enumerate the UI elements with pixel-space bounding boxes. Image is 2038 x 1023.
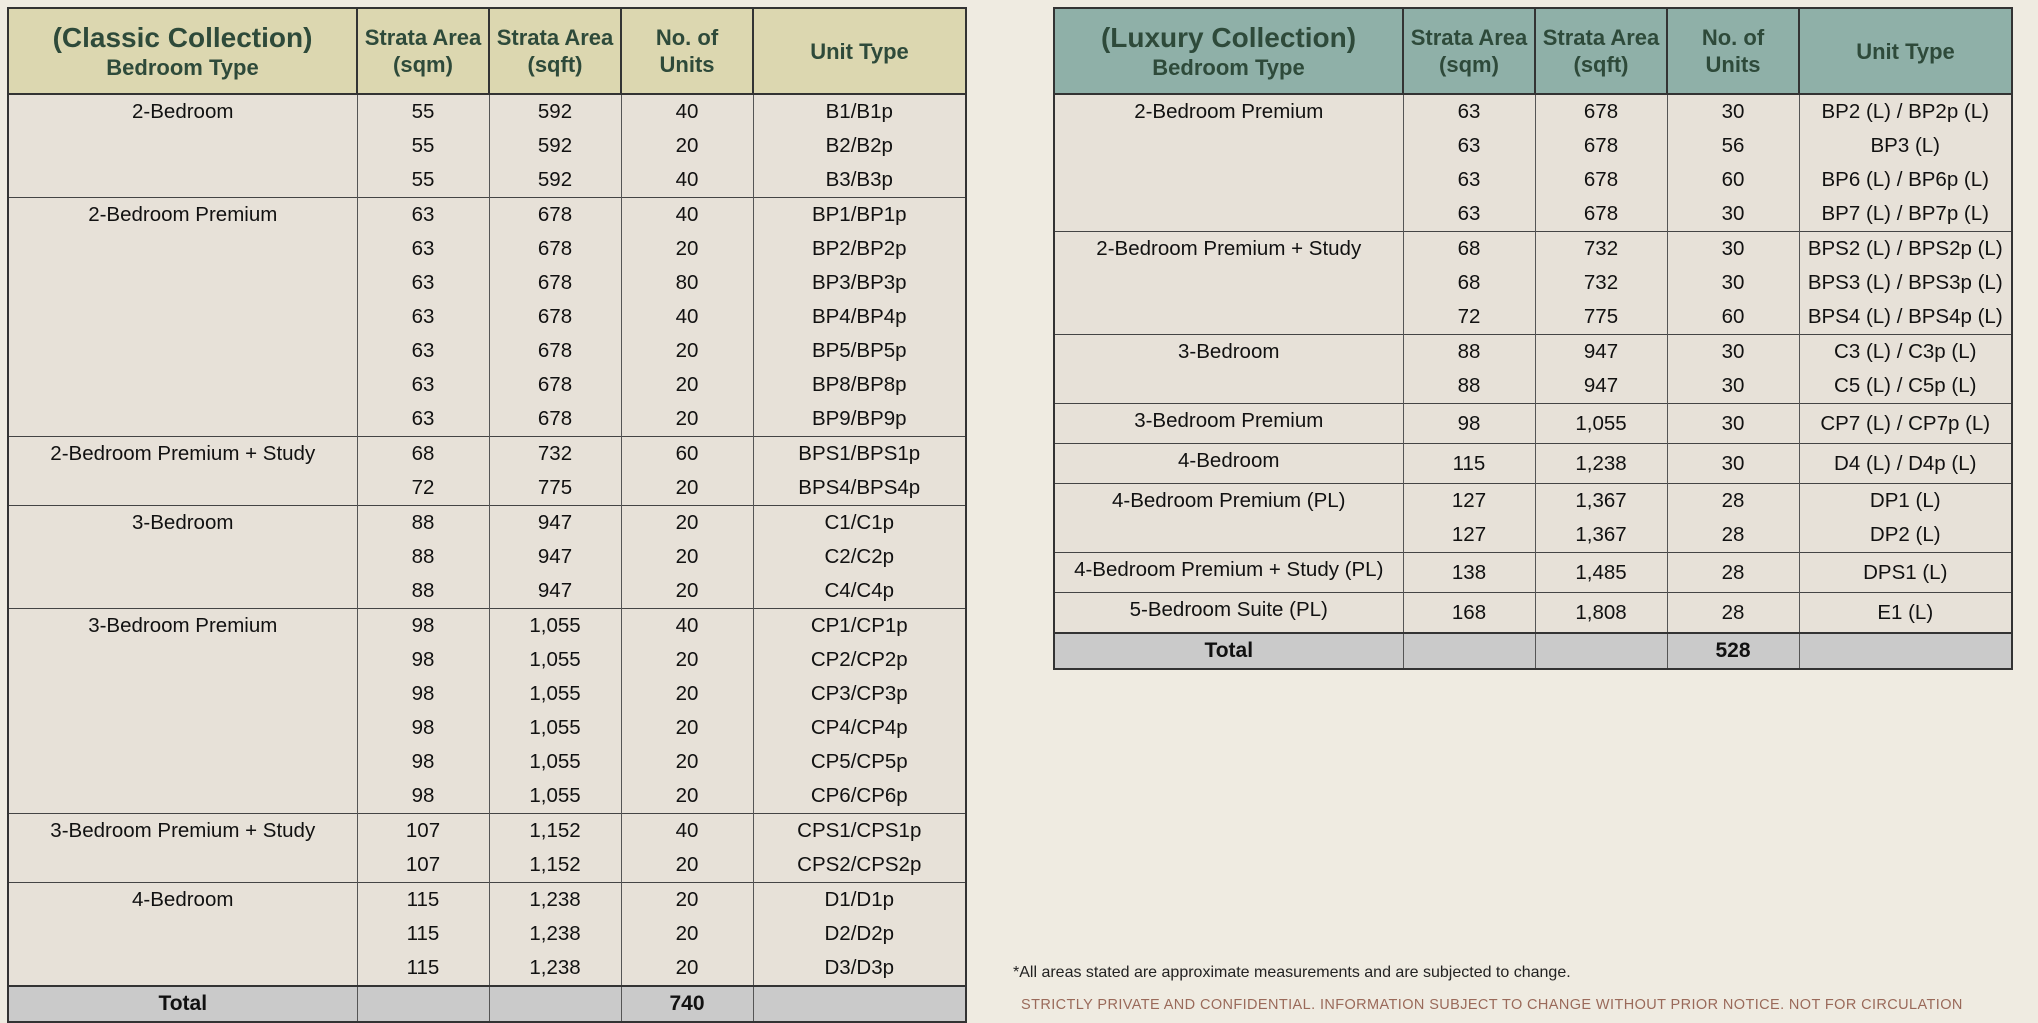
strata-sqft-cell: 1,238 [489,883,621,918]
units-cell: 40 [621,609,753,644]
table-row [8,883,966,918]
units-header [621,8,753,94]
units-cell: 20 [621,506,753,541]
strata-sqft-cell: 678 [489,266,621,300]
total-row [1054,633,2012,669]
unit-type-cell: BPS4 (L) / BPS4p (L) [1799,300,2012,335]
strata-sqm-cell: 107 [357,814,489,849]
strata-sqft-cell: 592 [489,129,621,163]
table-row [8,506,966,541]
classic-table-body [8,94,966,1022]
collection-title: (Classic Collection) [52,22,313,53]
header-line: Strata Area [496,25,614,50]
strata-sqft-cell: 947 [1535,335,1667,370]
units-cell: 20 [621,368,753,402]
strata-sqft-header [489,8,621,94]
units-cell: 28 [1667,593,1799,634]
units-cell: 28 [1667,484,1799,519]
strata-sqft-cell: 678 [1535,163,1667,197]
units-cell: 40 [621,94,753,129]
bedroom-type-cell: 4-Bedroom [8,883,357,987]
strata-sqm-cell: 98 [357,745,489,779]
table-row [1054,404,2012,444]
bedroom-type-label: Bedroom Type [1152,55,1305,80]
bedroom-type-cell: 4-Bedroom [1054,444,1403,484]
strata-sqft-cell: 678 [1535,197,1667,232]
luxury-table-body [1054,94,2012,669]
unit-type-cell: C4/C4p [753,574,966,609]
table-row [1054,232,2012,267]
strata-sqm-cell: 68 [1403,232,1535,267]
units-cell: 60 [621,437,753,472]
strata-sqm-cell: 98 [357,609,489,644]
table-row [8,609,966,644]
units-cell: 30 [1667,369,1799,404]
total-empty-cell [1799,633,2012,669]
strata-sqm-cell: 88 [357,540,489,574]
strata-sqm-header [1403,8,1535,94]
unit-type-cell: BPS2 (L) / BPS2p (L) [1799,232,2012,267]
strata-sqft-cell: 678 [489,198,621,233]
units-cell: 20 [621,883,753,918]
strata-sqm-cell: 88 [1403,369,1535,404]
strata-sqm-cell: 168 [1403,593,1535,634]
table-row [1054,335,2012,370]
strata-sqft-cell: 1,055 [489,711,621,745]
units-cell: 40 [621,163,753,198]
unit-type-cell: BPS1/BPS1p [753,437,966,472]
strata-sqm-cell: 88 [357,574,489,609]
unit-type-cell: CP1/CP1p [753,609,966,644]
units-cell: 80 [621,266,753,300]
units-cell: 40 [621,198,753,233]
bedroom-type-header [8,8,357,94]
strata-sqft-cell: 1,055 [489,745,621,779]
strata-sqm-cell: 63 [1403,163,1535,197]
unit-type-cell: CPS1/CPS1p [753,814,966,849]
unit-type-cell: CP3/CP3p [753,677,966,711]
strata-sqm-cell: 72 [1403,300,1535,335]
unit-type-cell: BP2/BP2p [753,232,966,266]
units-cell: 20 [621,129,753,163]
unit-type-cell: BP7 (L) / BP7p (L) [1799,197,2012,232]
strata-sqm-cell: 88 [357,506,489,541]
bedroom-type-cell: 3-Bedroom Premium + Study [8,814,357,883]
unit-type-cell: BP4/BP4p [753,300,966,334]
unit-type-cell: BP5/BP5p [753,334,966,368]
strata-sqft-cell: 1,238 [489,951,621,986]
total-label: Total [8,986,357,1022]
unit-type-header: Unit Type [1799,8,2012,94]
units-cell: 20 [621,711,753,745]
unit-type-cell: D4 (L) / D4p (L) [1799,444,2012,484]
header-line: Strata Area [364,25,482,50]
units-cell: 20 [621,232,753,266]
units-cell: 20 [621,334,753,368]
bedroom-type-cell: 2-Bedroom Premium + Study [1054,232,1403,335]
unit-type-cell: C1/C1p [753,506,966,541]
unit-type-cell: BPS4/BPS4p [753,471,966,506]
unit-type-cell: DP2 (L) [1799,518,2012,553]
strata-sqm-cell: 98 [357,711,489,745]
unit-type-cell: B1/B1p [753,94,966,129]
total-units: 528 [1667,633,1799,669]
table-row [1054,593,2012,634]
unit-type-cell: C5 (L) / C5p (L) [1799,369,2012,404]
header-line: (sqm) [1439,52,1499,77]
unit-type-cell: B3/B3p [753,163,966,198]
footnote: *All areas stated are approximate measurements and are subjected to change. [1013,964,1571,981]
strata-sqft-cell: 1,152 [489,814,621,849]
units-cell: 20 [621,540,753,574]
strata-sqft-cell: 1,238 [1535,444,1667,484]
header-line: No. of [1701,25,1765,50]
unit-type-cell: DPS1 (L) [1799,553,2012,593]
unit-type-cell: BP3 (L) [1799,129,2012,163]
strata-sqft-cell: 592 [489,94,621,129]
header-line: Strata Area [1542,25,1660,50]
unit-type-cell: CP4/CP4p [753,711,966,745]
units-cell: 20 [621,848,753,883]
strata-sqft-cell: 947 [1535,369,1667,404]
confidential-notice: STRICTLY PRIVATE AND CONFIDENTIAL. INFORMATION SUBJECT TO CHANGE WITHOUT PRIOR NOTICE. NOT FOR CIRCULATION [1021,997,1963,1013]
total-empty-cell [1403,633,1535,669]
total-label: Total [1054,633,1403,669]
units-cell: 20 [621,677,753,711]
bedroom-type-cell: 5-Bedroom Suite (PL) [1054,593,1403,634]
units-cell: 20 [621,745,753,779]
units-cell: 30 [1667,94,1799,129]
unit-type-cell: BP6 (L) / BP6p (L) [1799,163,2012,197]
bedroom-type-header [1054,8,1403,94]
bedroom-type-cell: 2-Bedroom Premium [8,198,357,437]
bedroom-type-cell: 4-Bedroom Premium + Study (PL) [1054,553,1403,593]
header-line: Units [1705,52,1761,77]
units-cell: 40 [621,814,753,849]
unit-type-cell: BP2 (L) / BP2p (L) [1799,94,2012,129]
strata-sqm-cell: 127 [1403,484,1535,519]
bedroom-type-cell: 3-Bedroom Premium [1054,404,1403,444]
table-row [1054,444,2012,484]
bedroom-type-cell: 3-Bedroom [8,506,357,609]
strata-sqm-cell: 63 [1403,197,1535,232]
strata-sqm-cell: 72 [357,471,489,506]
units-cell: 20 [621,917,753,951]
unit-type-cell: D1/D1p [753,883,966,918]
unit-type-cell: BP3/BP3p [753,266,966,300]
header-line: (sqft) [1573,52,1629,77]
strata-sqft-cell: 775 [1535,300,1667,335]
unit-type-cell: BP1/BP1p [753,198,966,233]
table-row [1054,94,2012,129]
table-row [8,437,966,472]
units-cell: 60 [1667,300,1799,335]
strata-sqft-cell: 1,367 [1535,518,1667,553]
strata-sqft-cell: 1,055 [489,609,621,644]
unit-type-cell: CPS2/CPS2p [753,848,966,883]
bedroom-type-cell: 2-Bedroom Premium [1054,94,1403,232]
bedroom-type-cell: 3-Bedroom [1054,335,1403,404]
strata-sqm-cell: 115 [1403,444,1535,484]
unit-type-cell: CP5/CP5p [753,745,966,779]
table-header-row [1054,8,2012,94]
table-row [1054,553,2012,593]
strata-sqft-cell: 732 [489,437,621,472]
header-line: (sqft) [527,52,583,77]
classic-collection-table [7,7,967,1023]
units-cell: 20 [621,779,753,814]
units-cell: 56 [1667,129,1799,163]
bedroom-type-label: Bedroom Type [106,55,259,80]
unit-type-cell: BPS3 (L) / BPS3p (L) [1799,266,2012,300]
units-cell: 28 [1667,553,1799,593]
total-empty-cell [753,986,966,1022]
header-line: Units [659,52,715,77]
total-empty-cell [357,986,489,1022]
strata-sqft-cell: 732 [1535,232,1667,267]
unit-type-cell: D3/D3p [753,951,966,986]
table-row [8,94,966,129]
units-cell: 30 [1667,404,1799,444]
strata-sqft-cell: 1,485 [1535,553,1667,593]
strata-sqm-cell: 107 [357,848,489,883]
units-cell: 30 [1667,444,1799,484]
strata-sqm-cell: 55 [357,94,489,129]
strata-sqm-cell: 98 [357,779,489,814]
strata-sqft-cell: 678 [489,334,621,368]
unit-type-cell: E1 (L) [1799,593,2012,634]
strata-sqft-cell: 775 [489,471,621,506]
strata-sqm-cell: 63 [1403,129,1535,163]
unit-type-cell: D2/D2p [753,917,966,951]
strata-sqm-cell: 63 [357,232,489,266]
strata-sqm-cell: 98 [1403,404,1535,444]
total-row [8,986,966,1022]
strata-sqm-cell: 138 [1403,553,1535,593]
units-cell: 30 [1667,232,1799,267]
strata-sqft-cell: 1,055 [1535,404,1667,444]
strata-sqft-cell: 678 [1535,94,1667,129]
total-empty-cell [1535,633,1667,669]
strata-sqft-cell: 1,055 [489,677,621,711]
strata-sqm-cell: 55 [357,129,489,163]
table-row [8,814,966,849]
strata-sqft-cell: 1,238 [489,917,621,951]
strata-sqft-cell: 732 [1535,266,1667,300]
unit-type-cell: B2/B2p [753,129,966,163]
unit-type-cell: C3 (L) / C3p (L) [1799,335,2012,370]
header-line: (sqm) [393,52,453,77]
strata-sqm-cell: 115 [357,951,489,986]
strata-sqft-cell: 1,808 [1535,593,1667,634]
strata-sqft-header [1535,8,1667,94]
strata-sqm-cell: 63 [357,402,489,437]
strata-sqft-cell: 678 [489,300,621,334]
bedroom-type-cell: 2-Bedroom [8,94,357,198]
unit-type-cell: CP7 (L) / CP7p (L) [1799,404,2012,444]
unit-type-header: Unit Type [753,8,966,94]
strata-sqft-cell: 1,367 [1535,484,1667,519]
strata-sqm-cell: 63 [357,334,489,368]
units-cell: 30 [1667,266,1799,300]
strata-sqft-cell: 592 [489,163,621,198]
strata-sqft-cell: 678 [1535,129,1667,163]
strata-sqm-cell: 115 [357,917,489,951]
bedroom-type-cell: 4-Bedroom Premium (PL) [1054,484,1403,553]
header-line: Strata Area [1410,25,1528,50]
total-empty-cell [489,986,621,1022]
strata-sqft-cell: 1,055 [489,779,621,814]
units-cell: 28 [1667,518,1799,553]
strata-sqm-cell: 63 [1403,94,1535,129]
table-row [8,198,966,233]
strata-sqm-cell: 98 [357,677,489,711]
strata-sqft-cell: 1,055 [489,643,621,677]
unit-type-cell: CP6/CP6p [753,779,966,814]
strata-sqft-cell: 947 [489,506,621,541]
unit-type-cell: BP9/BP9p [753,402,966,437]
header-line: No. of [655,25,719,50]
units-cell: 20 [621,402,753,437]
luxury-collection-table [1053,7,2013,670]
units-cell: 20 [621,951,753,986]
units-cell: 60 [1667,163,1799,197]
strata-sqm-header [357,8,489,94]
strata-sqm-cell: 55 [357,163,489,198]
strata-sqft-cell: 678 [489,368,621,402]
strata-sqft-cell: 1,152 [489,848,621,883]
strata-sqft-cell: 678 [489,402,621,437]
units-cell: 20 [621,471,753,506]
strata-sqm-cell: 88 [1403,335,1535,370]
strata-sqm-cell: 98 [357,643,489,677]
unit-type-cell: DP1 (L) [1799,484,2012,519]
strata-sqft-cell: 947 [489,540,621,574]
strata-sqm-cell: 115 [357,883,489,918]
units-header [1667,8,1799,94]
strata-sqft-cell: 678 [489,232,621,266]
collection-title: (Luxury Collection) [1100,22,1357,53]
strata-sqm-cell: 63 [357,300,489,334]
strata-sqm-cell: 63 [357,266,489,300]
strata-sqm-cell: 68 [1403,266,1535,300]
strata-sqm-cell: 63 [357,368,489,402]
units-cell: 20 [621,574,753,609]
strata-sqm-cell: 68 [357,437,489,472]
bedroom-type-cell: 2-Bedroom Premium + Study [8,437,357,506]
unit-type-cell: CP2/CP2p [753,643,966,677]
strata-sqm-cell: 127 [1403,518,1535,553]
table-row [1054,484,2012,519]
units-cell: 40 [621,300,753,334]
table-header-row [8,8,966,94]
units-cell: 20 [621,643,753,677]
strata-sqft-cell: 947 [489,574,621,609]
unit-type-cell: C2/C2p [753,540,966,574]
strata-sqm-cell: 63 [357,198,489,233]
unit-type-cell: BP8/BP8p [753,368,966,402]
units-cell: 30 [1667,197,1799,232]
bedroom-type-cell: 3-Bedroom Premium [8,609,357,814]
units-cell: 30 [1667,335,1799,370]
total-units: 740 [621,986,753,1022]
